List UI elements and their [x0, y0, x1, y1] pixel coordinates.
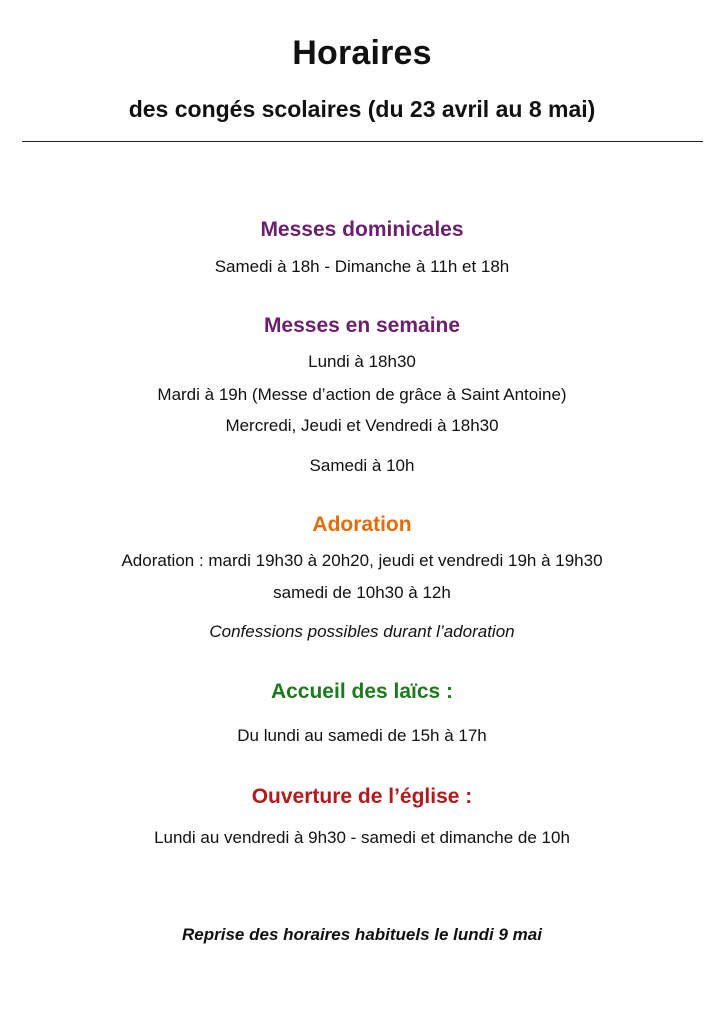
ouverture-eglise-times: Lundi au vendredi à 9h30 - samedi et dimanche de 10h: [154, 828, 570, 847]
messes-semaine-mardi: Mardi à 19h (Messe d’action de grâce à Saint Antoine): [157, 385, 567, 404]
accueil-laics-times: Du lundi au samedi de 15h à 17h: [237, 726, 487, 745]
page-title: Horaires: [292, 34, 432, 72]
section-heading-accueil-laics: Accueil des laïcs :: [270, 680, 454, 703]
section-heading-adoration: Adoration: [312, 513, 412, 536]
title-divider: [22, 141, 703, 142]
page-subtitle: des congés scolaires (du 23 avril au 8 mai): [128, 96, 596, 122]
adoration-samedi: samedi de 10h30 à 12h: [273, 583, 451, 602]
messes-dominicales-times: Samedi à 18h - Dimanche à 11h et 18h: [214, 257, 510, 276]
section-heading-messes-semaine: Messes en semaine: [263, 314, 461, 337]
section-heading-ouverture-eglise: Ouverture de l’église :: [251, 785, 473, 808]
footer-note: Reprise des horaires habituels le lundi 9 mai: [182, 925, 542, 944]
messes-semaine-samedi: Samedi à 10h: [309, 456, 415, 475]
messes-semaine-mercredi-vendredi: Mercredi, Jeudi et Vendredi à 18h30: [225, 416, 499, 435]
section-heading-messes-dominicales: Messes dominicales: [260, 218, 464, 241]
confessions-note: Confessions possibles durant l’adoration: [209, 622, 515, 641]
messes-semaine-lundi: Lundi à 18h30: [308, 352, 416, 371]
adoration-times: Adoration : mardi 19h30 à 20h20, jeudi et vendredi 19h à 19h30: [121, 551, 603, 570]
